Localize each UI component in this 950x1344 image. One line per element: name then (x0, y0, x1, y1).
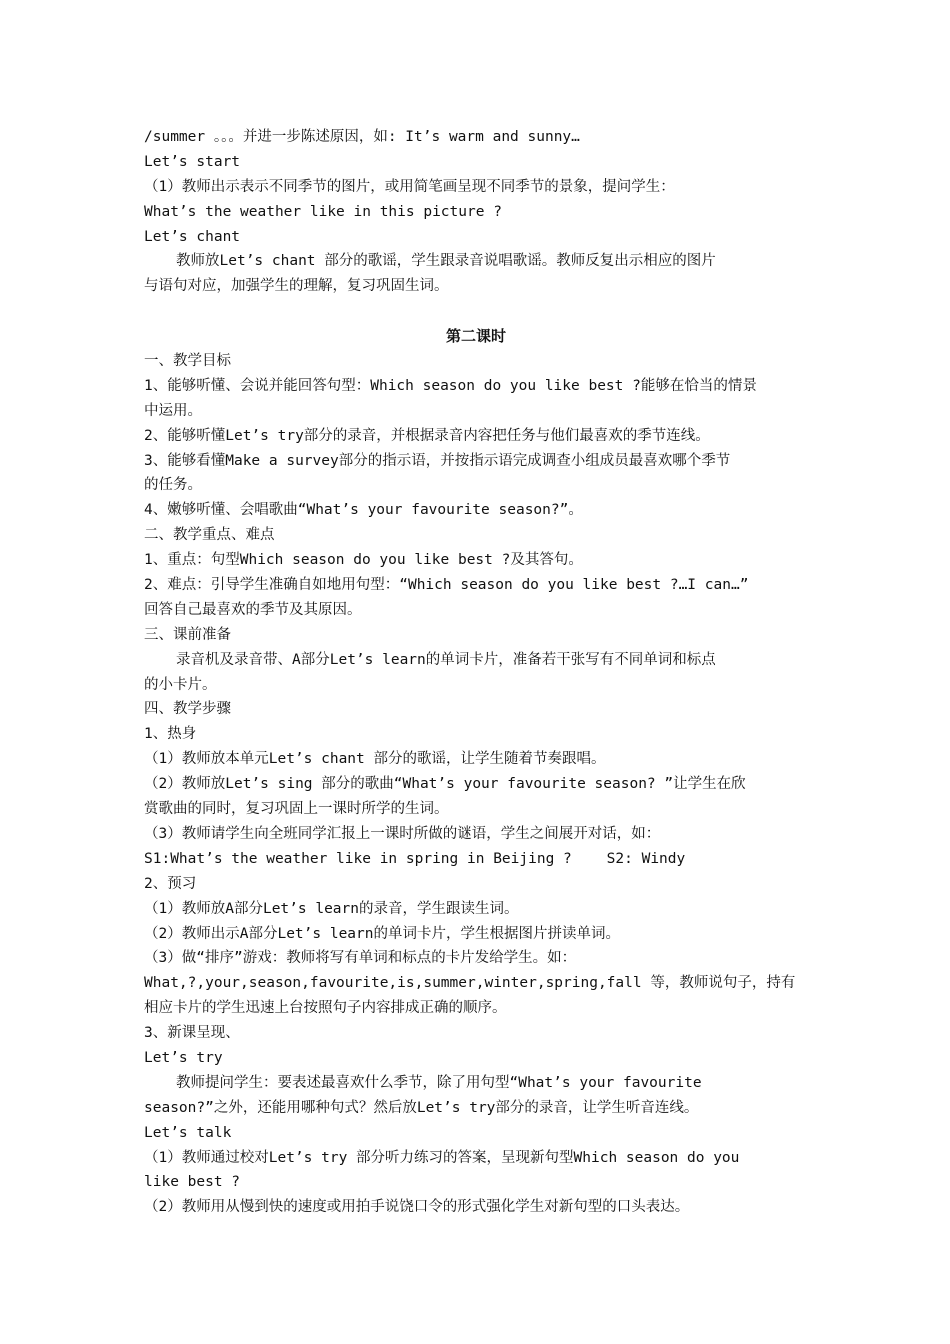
text-line: 1、重点：句型Which season do you like best ?及其答句。 (144, 552, 583, 569)
text-line: （3）做“排序”游戏：教师将写有单词和标点的卡片发给学生。如： (144, 950, 577, 967)
text-line: 3、能够看懂Make a survey部分的指示语，并按指示语完成调查小组成员最喜欢哪个季节 (144, 452, 731, 469)
subsection-heading: 3、新课呈现、 (144, 1025, 240, 1042)
spacer (144, 299, 808, 324)
section-heading: 三、课前准备 (144, 626, 231, 643)
section-heading: 二、教学重点、难点 (144, 527, 275, 544)
section-label-lets-talk: Let’s talk (144, 1124, 232, 1141)
subsection-heading: 1、热身 (144, 726, 197, 743)
text-line: 相应卡片的学生迅速上台按照句子内容排成正确的顺序。 (144, 1000, 507, 1017)
section-label-lets-start: Let’s start (144, 153, 241, 170)
text-line: S1:What’s the weather like in spring in Beijing ? S2: Windy (144, 850, 686, 867)
lesson-heading: 第二课时 (445, 327, 506, 346)
text-line: What,?,your,season,favourite,is,summer,winter,spring,fall 等，教师说句子，持有 (144, 975, 796, 992)
text-line: （2）教师放Let’s sing 部分的歌曲“What’s your favourite season? ”让学生在欣 (144, 776, 746, 793)
text-line: like best ? (144, 1174, 241, 1191)
section-label-lets-try: Let’s try (144, 1049, 223, 1066)
text-line: 与语句对应，加强学生的理解，复习巩固生词。 (144, 278, 449, 295)
text-line: season?”之外，还能用哪种句式？然后放Let’s try部分的录音，让学生听音连线。 (144, 1099, 699, 1116)
text-line: （2）教师用从慢到快的速度或用拍手说饶口令的形式强化学生对新句型的口头表达。 (144, 1199, 690, 1216)
section-heading: 一、教学目标 (144, 353, 231, 370)
section-label-lets-chant: Let’s chant (144, 228, 241, 245)
text-line: 中运用。 (144, 402, 202, 419)
text-line: （1）教师通过校对Let’s try 部分听力练习的答案，呈现新句型Which season do you (144, 1149, 740, 1166)
text-line: 1、能够听懂、会说并能回答句型：Which season do you like best ?能够在恰当的情景 (144, 377, 757, 394)
text-line: 的小卡片。 (144, 676, 217, 693)
text-line: （1）教师出示表示不同季节的图片，或用简笔画呈现不同季节的景象，提问学生： (144, 178, 675, 195)
text-line: （2）教师出示A部分Let’s learn的单词卡片，学生根据图片拼读单词。 (144, 925, 620, 942)
text-line: 回答自己最喜欢的季节及其原因。 (144, 601, 362, 618)
section-heading: 四、教学步骤 (144, 701, 231, 718)
text-line: （1）教师放本单元Let’s chant 部分的歌谣，让学生随着节奏跟唱。 (144, 751, 606, 768)
text-line: /summer 。。。并进一步陈述原因，如: It’s warm and sunny… (144, 129, 580, 145)
text-line: 教师放Let’s chant 部分的歌谣，学生跟录音说唱歌谣。教师反复出示相应的图片 (176, 253, 716, 270)
text-line: 教师提问学生：要表述最喜欢什么季节，除了用句型“What’s your favourite (176, 1074, 702, 1091)
text-line: 录音机及录音带、A部分Let’s learn的单词卡片，准备若干张写有不同单词和标点 (176, 651, 716, 668)
text-line: What’s the weather like in this picture ? (144, 203, 502, 220)
text-line: （1）教师放A部分Let’s learn的录音，学生跟读生词。 (144, 900, 519, 917)
text-line: 2、难点：引导学生准确自如地用句型：“Which season do you like best ?…I can…” (144, 577, 749, 594)
text-line: （3）教师请学生向全班同学汇报上一课时所做的谜语，学生之间展开对话，如： (144, 825, 661, 842)
document-page (144, 125, 808, 1220)
text-line: 的任务。 (144, 477, 202, 494)
subsection-heading: 2、预习 (144, 875, 197, 892)
text-line: 赏歌曲的同时，复习巩固上一课时所学的生词。 (144, 801, 449, 818)
text-line: 2、能够听懂Let’s try部分的录音，并根据录音内容把任务与他们最喜欢的季节连线。 (144, 427, 710, 444)
text-line: 4、嫩够听懂、会唱歌曲“What’s your favourite season?”。 (144, 502, 583, 519)
